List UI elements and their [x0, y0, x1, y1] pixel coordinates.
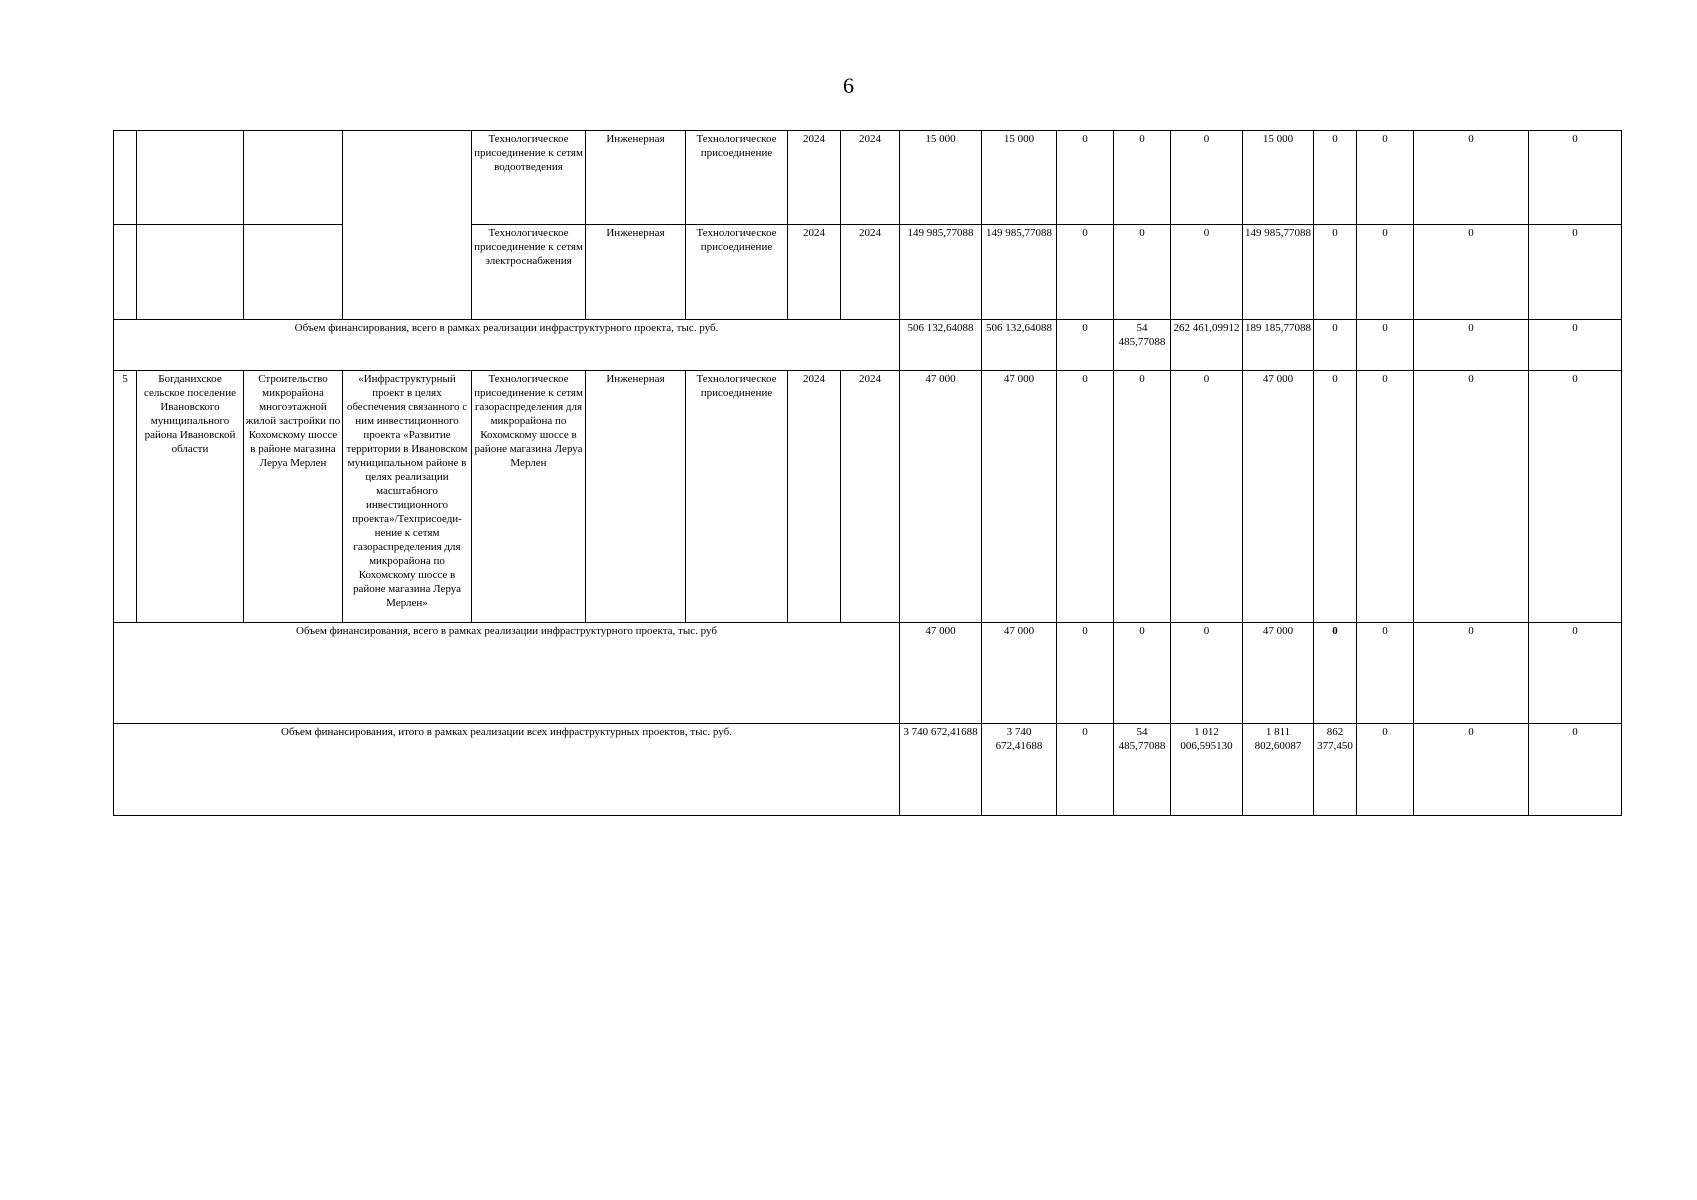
cell-value: 15 000 — [1243, 131, 1314, 225]
cell-value: 54 485,77088 — [1114, 724, 1171, 816]
cell-value: 47 000 — [1243, 371, 1314, 623]
cell-value: 0 — [1357, 724, 1414, 816]
subtotal-row — [114, 623, 1622, 724]
cell-value: 149 985,77088 — [1243, 225, 1314, 320]
cell-infrastructure-project: «Инфраструктурный проект в целях обеспечения связанного с ним инвестиционного проекта «Развитие территории в Ивановском муниципальном районе в целях реализации масштабного инвестиционного проекта»/Техприсоеди-нение к сетям газораспределения для микрорайона по Кохомскому шоссе в районе магазина Леруа Мерлен» — [343, 371, 472, 623]
cell-object: Технологическое присоединение к сетям газораспределения для микрорайона по Кохомскому шоссе в районе магазина Леруа Мерлен — [472, 371, 586, 623]
cell-value: 1 811 802,60087 — [1243, 724, 1314, 816]
cell-municipality — [137, 131, 244, 225]
grand-total-row — [114, 724, 1622, 816]
cell-value: 506 132,64088 — [982, 320, 1057, 371]
subtotal-row — [114, 320, 1622, 371]
financing-table — [113, 130, 1622, 816]
cell-value: 0 — [1414, 623, 1529, 724]
cell-infra-type: Инженерная — [586, 131, 686, 225]
cell-value: 0 — [1529, 320, 1622, 371]
table-row — [114, 131, 1622, 225]
cell-year-end: 2024 — [841, 225, 900, 320]
cell-value: 0 — [1171, 623, 1243, 724]
cell-value: 0 — [1171, 371, 1243, 623]
cell-value: 0 — [1114, 225, 1171, 320]
cell-value: 3 740 672,41688 — [982, 724, 1057, 816]
cell-object: Технологическое присоединение к сетям водоотведения — [472, 131, 586, 225]
cell-investment-project — [244, 225, 343, 320]
cell-year-start: 2024 — [788, 131, 841, 225]
cell-infra-type: Инженерная — [586, 371, 686, 623]
cell-value: 0 — [1171, 225, 1243, 320]
cell-value: 0 — [1057, 623, 1114, 724]
cell-value: 0 — [1529, 724, 1622, 816]
cell-municipality — [137, 225, 244, 320]
cell-value: 0 — [1114, 131, 1171, 225]
cell-work-type: Технологическое присоединение — [686, 131, 788, 225]
cell-value: 0 — [1529, 371, 1622, 623]
cell-value: 0 — [1314, 320, 1357, 371]
subtotal-label: Объем финансирования, всего в рамках реализации инфраструктурного проекта, тыс. руб — [114, 623, 900, 724]
cell-value: 0 — [1114, 623, 1171, 724]
page-number: 6 — [843, 73, 854, 98]
cell-total: 506 132,64088 — [900, 320, 982, 371]
subtotal-label: Объем финансирования, всего в рамках реализации инфраструктурного проекта, тыс. руб. — [114, 320, 900, 371]
cell-value: 189 185,77088 — [1243, 320, 1314, 371]
cell-infra-type: Инженерная — [586, 225, 686, 320]
cell-value: 0 — [1057, 131, 1114, 225]
cell-value: 0 — [1057, 371, 1114, 623]
cell-value: 15 000 — [982, 131, 1057, 225]
cell-number — [114, 131, 137, 225]
cell-value: 149 985,77088 — [982, 225, 1057, 320]
cell-infrastructure-project — [343, 131, 472, 320]
cell-value: 0 — [1314, 131, 1357, 225]
cell-value: 0 — [1357, 225, 1414, 320]
cell-value: 47 000 — [982, 623, 1057, 724]
table-row — [114, 225, 1622, 320]
cell-value: 0 — [1414, 371, 1529, 623]
cell-year-start: 2024 — [788, 371, 841, 623]
cell-total: 3 740 672,41688 — [900, 724, 982, 816]
cell-value: 0 — [1529, 131, 1622, 225]
cell-total: 47 000 — [900, 623, 982, 724]
cell-value: 0 — [1171, 131, 1243, 225]
table-row — [114, 371, 1622, 623]
cell-year-end: 2024 — [841, 131, 900, 225]
cell-value: 0 — [1357, 131, 1414, 225]
cell-value: 1 012 006,595130 — [1171, 724, 1243, 816]
cell-number: 5 — [114, 371, 137, 623]
cell-value: 47 000 — [982, 371, 1057, 623]
cell-value: 0 — [1314, 371, 1357, 623]
cell-value: 54 485,77088 — [1114, 320, 1171, 371]
cell-year-end: 2024 — [841, 371, 900, 623]
cell-value: 0 — [1357, 623, 1414, 724]
cell-work-type: Технологическое присоединение — [686, 371, 788, 623]
cell-value: 47 000 — [1243, 623, 1314, 724]
cell-investment-project — [244, 131, 343, 225]
cell-value: 0 — [1057, 724, 1114, 816]
cell-value: 862 377,450 — [1314, 724, 1357, 816]
cell-value: 0 — [1414, 131, 1529, 225]
cell-year-start: 2024 — [788, 225, 841, 320]
cell-value: 0 — [1114, 371, 1171, 623]
cell-value: 0 — [1057, 320, 1114, 371]
cell-municipality: Богданихское сельское поселение Ивановского муниципального района Ивановской области — [137, 371, 244, 623]
cell-total: 149 985,77088 — [900, 225, 982, 320]
cell-value: 0 — [1529, 225, 1622, 320]
cell-value: 0 — [1314, 225, 1357, 320]
cell-value: 0 — [1357, 320, 1414, 371]
cell-value: 0 — [1057, 225, 1114, 320]
cell-object: Технологическое присоединение к сетям электроснабжения — [472, 225, 586, 320]
cell-value: 0 — [1414, 724, 1529, 816]
cell-value: 0 — [1414, 320, 1529, 371]
cell-number — [114, 225, 137, 320]
cell-total: 15 000 — [900, 131, 982, 225]
grand-total-label: Объем финансирования, итого в рамках реализации всех инфраструктурных проектов, тыс. руб. — [114, 724, 900, 816]
cell-total: 47 000 — [900, 371, 982, 623]
cell-value: 0 — [1314, 623, 1357, 724]
cell-work-type: Технологическое присоединение — [686, 225, 788, 320]
cell-value: 0 — [1357, 371, 1414, 623]
cell-investment-project: Строительство микрорайона многоэтажной жилой застройки по Кохомскому шоссе в районе магазина Леруа Мерлен — [244, 371, 343, 623]
cell-value: 262 461,09912 — [1171, 320, 1243, 371]
cell-value: 0 — [1414, 225, 1529, 320]
cell-value: 0 — [1529, 623, 1622, 724]
